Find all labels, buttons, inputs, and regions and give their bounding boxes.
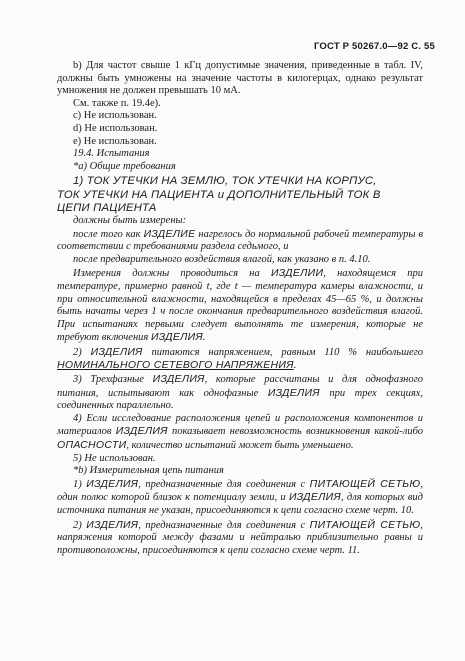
leakage-current-heading bbox=[57, 175, 423, 215]
heading-line-2: ТОК УТЕЧКИ НА ПАЦИЕНТА и ДОПОЛНИТЕЛЬНЫЙ ТОК В bbox=[57, 188, 381, 201]
item-c: с) Не использован. bbox=[73, 110, 157, 122]
text-span: . bbox=[293, 360, 297, 372]
text-span: питаются напряжением, равным 110 % наибольшего bbox=[142, 346, 424, 358]
text-span: Измерения должны проводиться на bbox=[73, 268, 271, 280]
page-body bbox=[57, 60, 423, 557]
text-span: , предназначенные для соединения с bbox=[138, 478, 310, 490]
see-also: См. также п. 19.4е). bbox=[73, 97, 161, 109]
text-span: , находящемся при температуре, примерно равной t, где t — температура камеры влажности, и при относительной влажности, находящейся в пределах 45—65 %, и должны быть начаты через 1 ч после окончания предварительного воздействия влагой. При испытаниях первыми следует выполнять те измерения, которые не требуют включения bbox=[57, 268, 423, 344]
item-2-supply-voltage bbox=[57, 346, 423, 373]
subsection-a-general: *а) Общие требования bbox=[73, 160, 176, 172]
term-izdeliya: ИЗДЕЛИЯ bbox=[86, 518, 139, 531]
text-span: , предназначенные для соединения с bbox=[138, 519, 310, 531]
term-izdeliya: ИЗДЕЛИЯ bbox=[288, 491, 341, 504]
text-span: . bbox=[202, 332, 206, 344]
text-span: после того как bbox=[73, 228, 144, 240]
measurement-conditions bbox=[57, 267, 423, 345]
text-span: 1) bbox=[73, 478, 87, 490]
item-3-three-phase bbox=[57, 373, 423, 413]
term-izdeliya: ИЗДЕЛИЯ bbox=[86, 477, 139, 490]
page-header: ГОСТ Р 50267.0—92 С. 55 bbox=[313, 41, 435, 52]
after-moisture: после предварительного воздействия влагой, как указано в п. 4.10. bbox=[73, 253, 371, 265]
text-span: 3) Трехфазные bbox=[73, 374, 153, 386]
text-span: , для которых вид источника питания не указан, присоединяются к цепи согласно схеме черт. 10. bbox=[57, 492, 423, 517]
text-span: показывает невозможность возникновения какой-либо bbox=[167, 426, 423, 438]
term-izdeliya: ИЗДЕЛИЯ bbox=[115, 425, 168, 438]
item-5: 5) Не использован. bbox=[73, 452, 156, 464]
term-opasnosti: ОПАСНОСТИ bbox=[57, 439, 127, 452]
term-izdeliya: ИЗДЕЛИЯ bbox=[150, 331, 203, 344]
must-measure: должны быть измерены: bbox=[73, 214, 187, 226]
text-span: нагрелось до нормальной рабочей температуры в соответствии с требованиями раздела седьмого, и bbox=[57, 228, 423, 253]
section-19-4: 19.4. Испытания bbox=[73, 148, 150, 160]
after-heating bbox=[57, 228, 423, 254]
term-izdeliya: ИЗДЕЛИЯ bbox=[267, 386, 320, 399]
subsection-b-circuit: *b) Измерительная цепь питания bbox=[73, 465, 224, 477]
term-izdelii: ИЗДЕЛИИ bbox=[270, 267, 324, 280]
text-span: , один полюс которой близок к потенциалу земли, и bbox=[57, 478, 423, 504]
text-span: , напряжения которой между фазами и нейтралью приблизительно равны и противоположны, присоединяются к цепи согласно схеме черт. 11. bbox=[57, 519, 423, 556]
item-d: d) Не использован. bbox=[73, 122, 158, 134]
paragraph-b: b) Для частот свыше 1 кГц допустимые значения, приведенные в табл. IV, должны быть умножены на значение частоты в килогерцах, однако результат умножения не должен превышать 10 мА. bbox=[57, 60, 423, 97]
circuit-item-1 bbox=[57, 478, 423, 518]
circuit-item-2 bbox=[57, 519, 423, 558]
text-span: 2) bbox=[73, 346, 91, 358]
term-nominal-voltage: НОМИНАЛЬНОГО СЕТЕВОГО НАПРЯЖЕНИЯ bbox=[57, 359, 294, 372]
text-span: , количество испытаний может быть уменьшено. bbox=[126, 440, 354, 452]
item-4-reduction bbox=[57, 413, 423, 453]
term-izdelie: ИЗДЕЛИЕ bbox=[143, 227, 196, 240]
term-supply-mains: ПИТАЮЩЕЙ СЕТЬЮ bbox=[309, 477, 421, 490]
term-supply-mains: ПИТАЮЩЕЙ СЕТЬЮ bbox=[309, 518, 421, 531]
heading-line-1: 1) ТОК УТЕЧКИ НА ЗЕМЛЮ, ТОК УТЕЧКИ НА КОРПУС, bbox=[73, 175, 377, 188]
term-izdeliya: ИЗДЕЛИЯ bbox=[152, 373, 205, 386]
text-span: при трех секциях, соединенных параллельно. bbox=[57, 387, 423, 412]
text-span: 2) bbox=[73, 519, 87, 531]
term-izdeliya: ИЗДЕЛИЯ bbox=[90, 345, 143, 358]
heading-line-3: ЦЕПИ ПАЦИЕНТА bbox=[57, 201, 157, 214]
text-span: 4) Если исследование расположения цепей и расположения компонентов и материалов bbox=[57, 412, 423, 438]
item-e: е) Не использован. bbox=[73, 135, 157, 147]
text-span: , которые рассчитаны и для однофазного питания, испытывают как однофазные bbox=[57, 374, 423, 399]
